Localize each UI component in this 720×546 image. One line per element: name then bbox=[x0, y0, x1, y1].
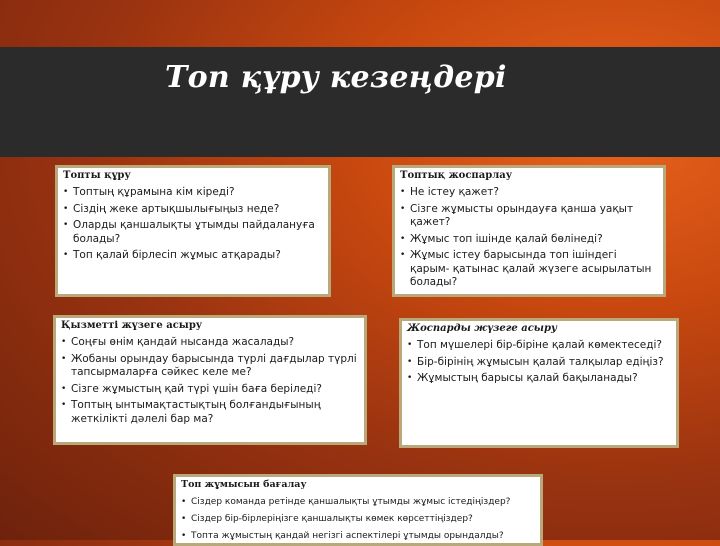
bullet-icon: • bbox=[61, 353, 67, 364]
card-team-evaluation bbox=[173, 474, 543, 546]
bullet-list bbox=[61, 336, 358, 426]
bullet-list bbox=[63, 186, 322, 263]
bullet-icon: • bbox=[181, 497, 187, 507]
bullet-icon: • bbox=[61, 400, 67, 410]
list-item: • Жұмыстың барысы қалай бақыланады? bbox=[407, 372, 638, 384]
card-activity-implementation bbox=[53, 315, 367, 445]
slide-title: Топ құру кезеңдері bbox=[165, 60, 507, 95]
list-item: • Сізге жұмысты орындауға қанша уақыт қажет? bbox=[400, 202, 634, 228]
list-item: • Жобаны орындау барысында түрлі дағдылар түрлі тапсырмаларға сәйкес келе ме? bbox=[61, 352, 357, 378]
list-item: • Топтың құрамына кім кіреді? bbox=[63, 186, 235, 198]
bullet-list bbox=[400, 186, 657, 290]
bullet-icon: • bbox=[407, 373, 413, 383]
card-title: Топ жұмысын бағалау bbox=[181, 479, 307, 490]
list-item: • Топ қалай бірлесіп жұмыс атқарады? bbox=[63, 249, 281, 261]
card-title: Топтық жоспарлау bbox=[400, 170, 513, 181]
list-item: • Топта жұмыстың қандай негізгі аспектілері ұтымды орындалды? bbox=[181, 531, 504, 541]
bullet-icon: • bbox=[181, 531, 187, 541]
bullet-icon: • bbox=[407, 356, 413, 367]
list-item: • Жұмыс топ ішінде қалай бөлінеді? bbox=[400, 232, 603, 245]
bullet-list bbox=[407, 339, 670, 386]
list-item: • Жұмыс істеу барысында топ ішіндегі қарым- қатынас қалай жүзеге асырылатын болады? bbox=[400, 249, 652, 288]
card-title: Қызметті жүзеге асыру bbox=[61, 320, 203, 331]
list-item: • Оларды қаншалықты ұтымды пайдалануға болады? bbox=[63, 219, 315, 245]
bullet-icon: • bbox=[63, 203, 69, 214]
bullet-icon: • bbox=[61, 383, 67, 394]
card-title: Жоспарды жүзеге асыру bbox=[407, 323, 557, 334]
list-item: • Сіздің жеке артықшылығыңыз неде? bbox=[63, 202, 280, 215]
list-item: • Бір-бірінің жұмысын қалай талқылар едіңіз? bbox=[407, 355, 664, 368]
list-item: • Топ мүшелері бір-біріне қалай көмектеседі? bbox=[407, 339, 662, 351]
bullet-icon: • bbox=[400, 233, 406, 244]
bullet-icon: • bbox=[407, 340, 413, 350]
bullet-icon: • bbox=[61, 337, 67, 347]
list-item: • Сіздер бір-бірлеріңізге қаншалықты көмек көрсеттіңіздер? bbox=[181, 514, 473, 524]
bullet-icon: • bbox=[400, 250, 406, 260]
bullet-list bbox=[181, 496, 534, 542]
list-item: • Соңғы өнім қандай нысанда жасалады? bbox=[61, 336, 295, 348]
bullet-icon: • bbox=[63, 220, 69, 230]
list-item: • Не істеу қажет? bbox=[400, 186, 499, 198]
card-team-formation bbox=[55, 165, 331, 297]
bullet-icon: • bbox=[181, 514, 187, 524]
card-plan-implementation bbox=[399, 318, 679, 448]
card-team-planning bbox=[392, 165, 666, 297]
list-item: • Сіздер команда ретінде қаншалықты ұтымды жұмыс істедіңіздер? bbox=[181, 497, 511, 507]
bullet-icon: • bbox=[63, 187, 69, 197]
card-title: Топты құру bbox=[63, 170, 131, 181]
list-item: • Топтың ынтымақтастықтың болғандығының жеткілікті дәлелі бар ма? bbox=[61, 399, 321, 425]
bullet-icon: • bbox=[63, 250, 69, 260]
list-item: • Сізге жұмыстың қай түрі үшін баға беріледі? bbox=[61, 382, 322, 395]
bullet-icon: • bbox=[400, 203, 406, 214]
bullet-icon: • bbox=[400, 187, 406, 197]
